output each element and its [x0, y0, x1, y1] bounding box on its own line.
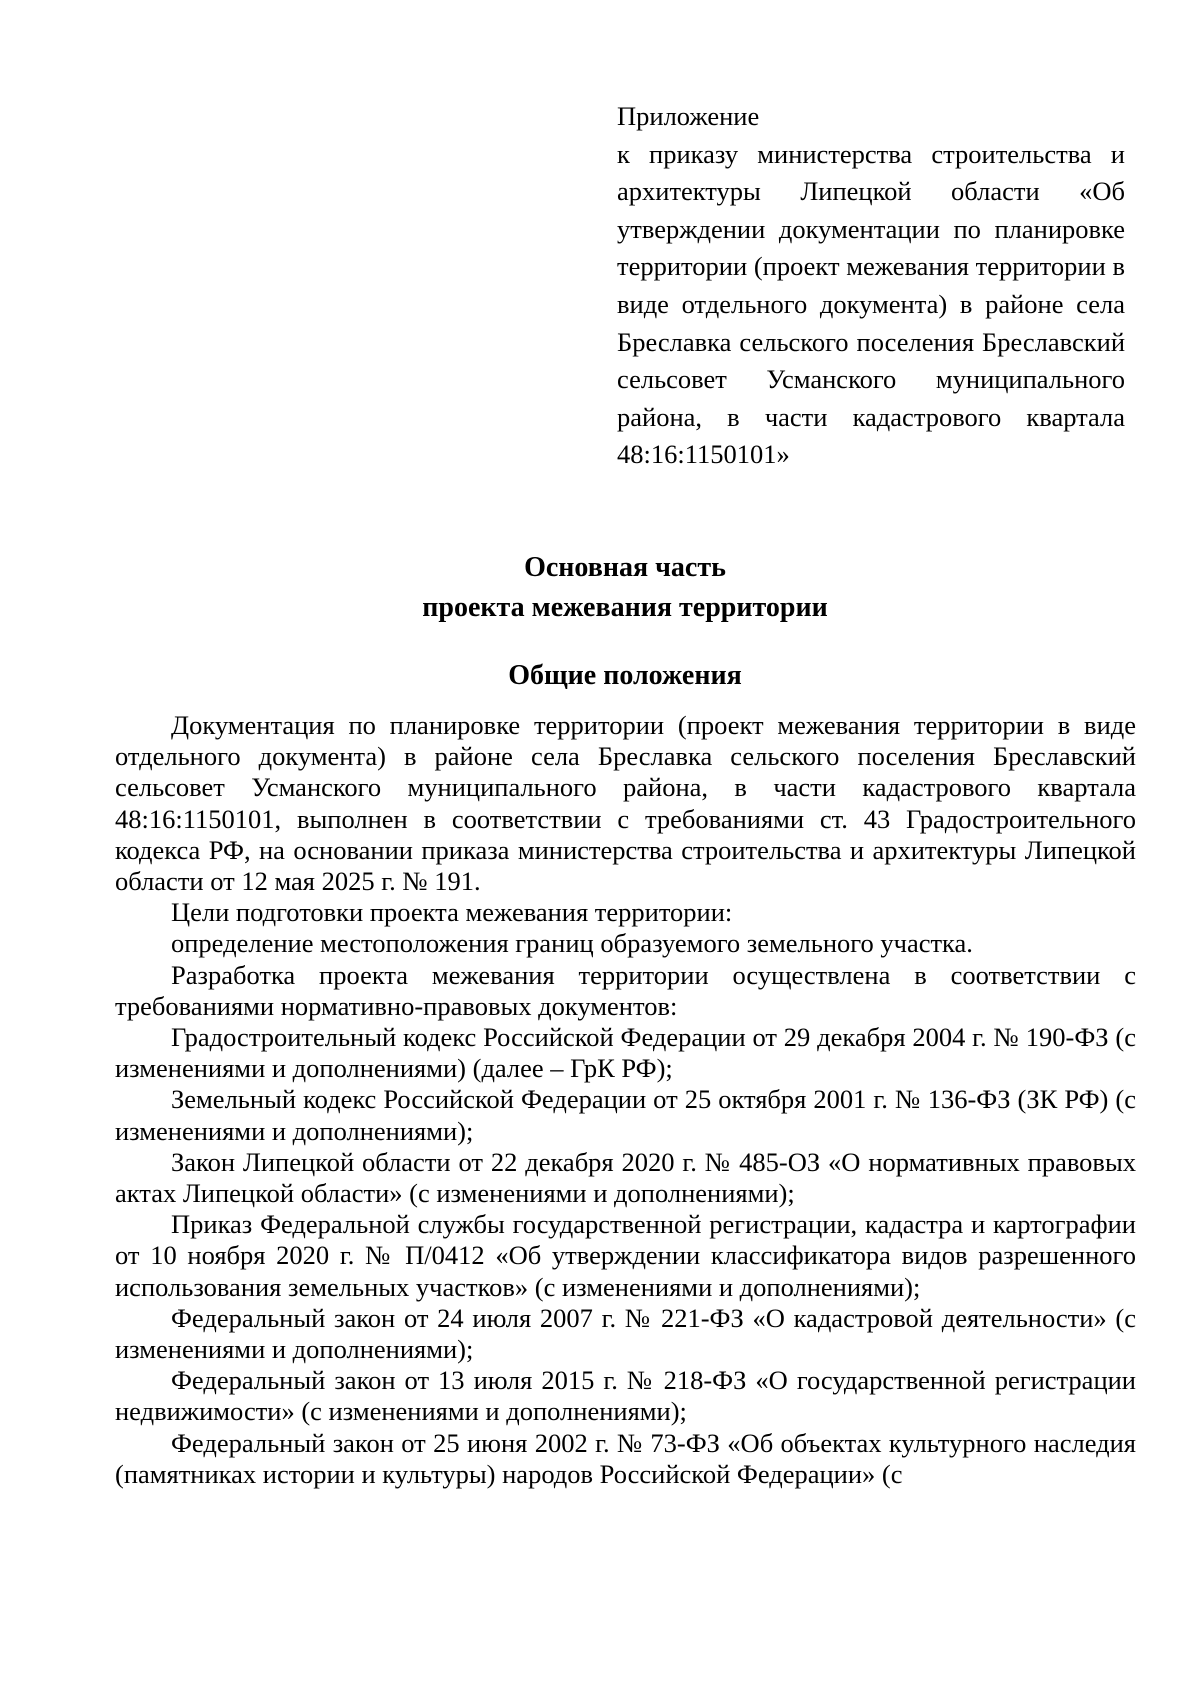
document-title-line-1: Основная часть — [524, 552, 726, 583]
document-title-line-2: проекта межевания территории — [422, 592, 828, 623]
body-text — [115, 710, 1136, 1490]
appendix-block — [617, 98, 1125, 474]
paragraph: Документация по планировке территории (проект межевания территории в виде отдельного документа) в районе села Бреславка сельского поселения Бреславский сельсовет Усманского муниципального района, в части кадастрового квартала 48:16:1150101, выполнен в соответствии с требованиями ст. 43 Градостроительного кодекса РФ, на основании приказа министерства строительства и архитектуры Липецкой области от 12 мая 2025 г. № 191. — [115, 710, 1136, 897]
appendix-text: к приказу министерства строительства и архитектуры Липецкой области «Об утверждении документации по планировке территории (проект межевания территории в виде отдельного документа) в районе села Бреславка сельского поселения Бреславский сельсовет Усманского муниципального района, в части кадастрового квартала 48:16:1150101» — [617, 138, 1125, 470]
section-heading: Общие положения — [508, 660, 742, 691]
paragraph: Приказ Федеральной службы государственной регистрации, кадастра и картографии от 10 ноября 2020 г. № П/0412 «Об утверждении классификатора видов разрешенного использования земельных участков» (с изменениями и дополнениями); — [115, 1209, 1136, 1302]
paragraph: определение местоположения границ образуемого земельного участка. — [171, 928, 973, 959]
paragraph: Федеральный закон от 24 июля 2007 г. № 221-ФЗ «О кадастровой деятельности» (с изменениями и дополнениями); — [115, 1302, 1136, 1365]
appendix-label: Приложение — [617, 101, 760, 131]
paragraph: Федеральный закон от 25 июня 2002 г. № 73-ФЗ «Об объектах культурного наследия (памятниках истории и культуры) народов Российской Федерации» (с — [115, 1427, 1136, 1489]
paragraph: Градостроительный кодекс Российской Федерации от 29 декабря 2004 г. № 190-ФЗ (с изменениями и дополнениями) (далее – ГрК РФ); — [115, 1022, 1136, 1084]
paragraph: Цели подготовки проекта межевания территории: — [171, 897, 733, 928]
headings-block — [115, 548, 1135, 696]
paragraph: Закон Липецкой области от 22 декабря 2020 г. № 485-ОЗ «О нормативных правовых актах Липецкой области» (с изменениями и дополнениями); — [115, 1146, 1136, 1209]
paragraph: Земельный кодекс Российской Федерации от 25 октября 2001 г. № 136-ФЗ (ЗК РФ) (с изменениями и дополнениями); — [115, 1084, 1136, 1146]
paragraph: Федеральный закон от 13 июля 2015 г. № 218-ФЗ «О государственной регистрации недвижимости» (с изменениями и дополнениями); — [115, 1365, 1136, 1427]
paragraph: Разработка проекта межевания территории осуществлена в соответствии с требованиями нормативно-правовых документов: — [115, 959, 1136, 1021]
